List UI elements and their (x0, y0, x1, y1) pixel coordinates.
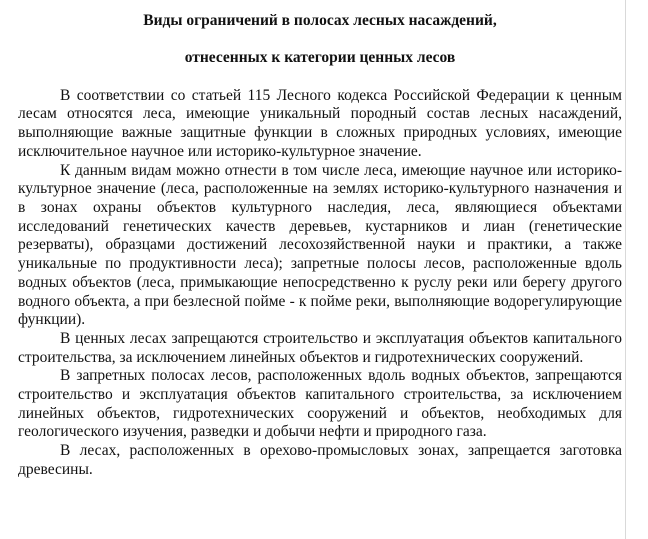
title-line-2: отнесенных к категории ценных лесов (184, 49, 456, 67)
paragraph-5: В лесах, расположенных в орехово-промысловых зонах, запрещается заготовка древесины. (18, 442, 622, 478)
paragraph-3: В ценных лесах запрещаются строительство и эксплуатация объектов капитального строительства, за исключением линейных объектов и гидротехнических сооружений. (18, 329, 622, 366)
paragraph-1: В соответствии со статьей 115 Лесного кодекса Российской Федерации к ценным лесам относятся леса, имеющие уникальный породный состав лесных насаждений, выполняющие важные защитные функции в сложных природных условиях, имеющие исключительное научное или историко-культурное значение. (18, 86, 622, 160)
page-edge-divider (625, 0, 626, 539)
paragraph-2: К данным видам можно отнести в том числе леса, имеющие научное или историко-культурное значение (леса, расположенные на землях историко-культурного назначения и в зонах охраны объектов культурного наследия, леса, являющиеся объектами исследований генетических качеств деревьев, кустарников и лиан (генетические резерваты), образцами достижений лесохозяйственной науки и практики, а также уникальные по продуктивности леса); запретные полосы лесов, расположенные вдоль водных объектов (леса, примыкающие непосредственно к руслу реки или берегу другого водного объекта, а при безлесной пойме - к пойме реки, выполняющие водорегулирующие функции). (18, 161, 622, 329)
document-title (18, 12, 622, 68)
document-body (18, 12, 622, 480)
title-line-1: Виды ограничений в полосах лесных насаждений, (143, 12, 497, 29)
paragraph-4: В запретных полосах лесов, расположенных вдоль водных объектов, запрещаются строительство и эксплуатация объектов капитального строительства, за исключением линейных объектов, гидротехнических сооружений и объектов, необходимых для геологического изучения, разведки и добычи нефти и природного газа. (18, 367, 622, 441)
